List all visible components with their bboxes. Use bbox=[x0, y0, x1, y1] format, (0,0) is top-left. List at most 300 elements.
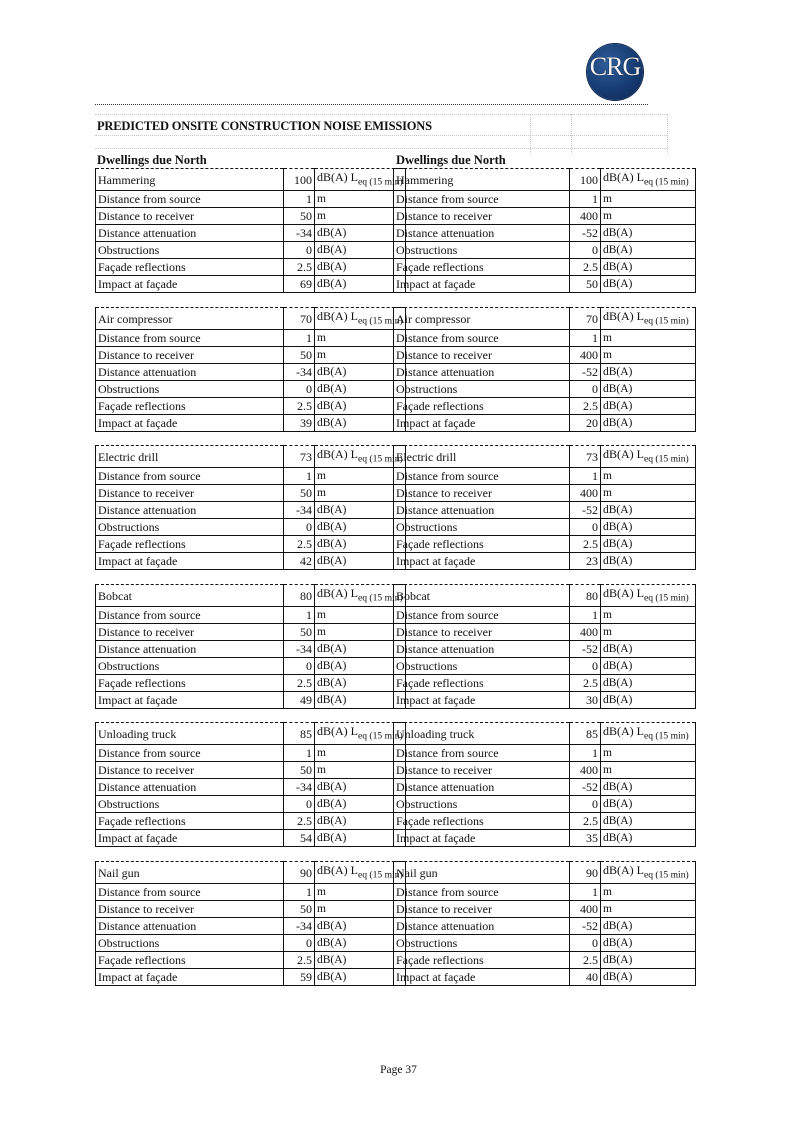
noise-table-right bbox=[393, 861, 696, 986]
distance-from-source-value: 1 bbox=[570, 330, 601, 347]
source-level-value: 73 bbox=[284, 446, 315, 468]
row-label: Façade reflections bbox=[96, 398, 284, 415]
table-row bbox=[96, 308, 406, 330]
leq-subscript: eq (15 min) bbox=[644, 869, 689, 881]
obstructions-value: 0 bbox=[284, 796, 315, 813]
distance-attenuation-value: -34 bbox=[284, 918, 315, 935]
unit-cell: m bbox=[315, 330, 406, 347]
row-label: Distance from source bbox=[96, 468, 284, 485]
row-label: Distance to receiver bbox=[96, 624, 284, 641]
table-row bbox=[394, 862, 696, 884]
unit-cell: m bbox=[315, 468, 406, 485]
leq-unit-text: dB(A) L bbox=[317, 170, 358, 184]
unit-cell: dB(A) bbox=[601, 918, 696, 935]
unit-cell: dB(A) bbox=[601, 364, 696, 381]
table-row bbox=[96, 935, 406, 952]
table-row bbox=[394, 901, 696, 918]
row-label: Distance to receiver bbox=[394, 208, 570, 225]
leq-unit bbox=[601, 723, 696, 745]
unit-cell: dB(A) bbox=[601, 398, 696, 415]
row-label: Façade reflections bbox=[96, 536, 284, 553]
table-row bbox=[394, 308, 696, 330]
unit-cell: dB(A) bbox=[601, 276, 696, 293]
unit-cell: dB(A) bbox=[601, 259, 696, 276]
row-label: Impact at façade bbox=[96, 553, 284, 570]
impact-at-facade-value: 50 bbox=[570, 276, 601, 293]
table-row bbox=[394, 259, 696, 276]
leq-subscript: eq (15 min) bbox=[358, 730, 403, 742]
row-label: Impact at façade bbox=[96, 830, 284, 847]
unit-cell: dB(A) bbox=[315, 796, 406, 813]
table-row bbox=[394, 607, 696, 624]
table-row bbox=[96, 330, 406, 347]
impact-at-facade-value: 49 bbox=[284, 692, 315, 709]
unit-cell: m bbox=[315, 745, 406, 762]
row-label: Distance from source bbox=[96, 607, 284, 624]
table-row bbox=[394, 536, 696, 553]
impact-at-facade-value: 40 bbox=[570, 969, 601, 986]
noise-source-name: Nail gun bbox=[96, 862, 284, 884]
table-row bbox=[96, 381, 406, 398]
unit-cell: dB(A) bbox=[315, 398, 406, 415]
noise-source-name: Air compressor bbox=[394, 308, 570, 330]
leq-unit bbox=[601, 446, 696, 468]
leq-unit-text: dB(A) L bbox=[317, 586, 358, 600]
table-row bbox=[394, 952, 696, 969]
table-row bbox=[394, 658, 696, 675]
table-row bbox=[96, 347, 406, 364]
noise-source-name: Unloading truck bbox=[394, 723, 570, 745]
unit-cell: m bbox=[601, 745, 696, 762]
leq-subscript: eq (15 min) bbox=[644, 453, 689, 465]
table-row bbox=[96, 415, 406, 432]
grid-vline bbox=[667, 114, 668, 154]
table-row bbox=[96, 624, 406, 641]
leq-unit bbox=[315, 723, 406, 745]
row-label: Distance attenuation bbox=[96, 779, 284, 796]
table-row bbox=[96, 191, 406, 208]
unit-cell: m bbox=[601, 330, 696, 347]
leq-unit bbox=[315, 169, 406, 191]
unit-cell: dB(A) bbox=[601, 779, 696, 796]
leq-subscript: eq (15 min) bbox=[644, 730, 689, 742]
unit-cell: dB(A) bbox=[315, 381, 406, 398]
obstructions-value: 0 bbox=[284, 658, 315, 675]
unit-cell: dB(A) bbox=[601, 658, 696, 675]
table-row bbox=[394, 884, 696, 901]
row-label: Façade reflections bbox=[96, 675, 284, 692]
table-row bbox=[394, 191, 696, 208]
unit-cell: dB(A) bbox=[315, 952, 406, 969]
unit-cell: dB(A) bbox=[315, 813, 406, 830]
row-label: Distance from source bbox=[394, 191, 570, 208]
unit-cell: m bbox=[601, 485, 696, 502]
row-label: Obstructions bbox=[394, 935, 570, 952]
source-level-value: 85 bbox=[570, 723, 601, 745]
unit-cell: m bbox=[315, 884, 406, 901]
grid-line bbox=[95, 135, 667, 136]
unit-cell: m bbox=[315, 762, 406, 779]
unit-cell: m bbox=[315, 901, 406, 918]
unit-cell: dB(A) bbox=[601, 935, 696, 952]
unit-cell: m bbox=[601, 468, 696, 485]
table-row bbox=[394, 208, 696, 225]
unit-cell: dB(A) bbox=[315, 692, 406, 709]
unit-cell: m bbox=[601, 191, 696, 208]
leq-subscript: eq (15 min) bbox=[358, 453, 403, 465]
row-label: Obstructions bbox=[96, 796, 284, 813]
obstructions-value: 0 bbox=[284, 935, 315, 952]
distance-attenuation-value: -34 bbox=[284, 779, 315, 796]
unit-cell: m bbox=[601, 901, 696, 918]
unit-cell: dB(A) bbox=[601, 796, 696, 813]
table-row bbox=[394, 468, 696, 485]
table-row bbox=[96, 169, 406, 191]
unit-cell: dB(A) bbox=[601, 242, 696, 259]
leq-unit-text: dB(A) L bbox=[317, 447, 358, 461]
table-row bbox=[394, 446, 696, 468]
leq-subscript: eq (15 min) bbox=[644, 176, 689, 188]
noise-source-name: Air compressor bbox=[96, 308, 284, 330]
distance-to-receiver-value: 50 bbox=[284, 762, 315, 779]
unit-cell: dB(A) bbox=[601, 225, 696, 242]
unit-cell: m bbox=[601, 607, 696, 624]
table-row bbox=[394, 675, 696, 692]
unit-cell: dB(A) bbox=[315, 641, 406, 658]
table-row bbox=[96, 225, 406, 242]
logo-text: CRG bbox=[589, 52, 641, 81]
unit-cell: dB(A) bbox=[601, 415, 696, 432]
row-label: Façade reflections bbox=[96, 952, 284, 969]
table-row bbox=[394, 276, 696, 293]
row-label: Distance attenuation bbox=[96, 502, 284, 519]
table-row bbox=[96, 779, 406, 796]
row-label: Impact at façade bbox=[394, 692, 570, 709]
unit-cell: m bbox=[315, 607, 406, 624]
unit-cell: dB(A) bbox=[315, 658, 406, 675]
distance-attenuation-value: -34 bbox=[284, 364, 315, 381]
table-row bbox=[394, 918, 696, 935]
table-row bbox=[394, 692, 696, 709]
row-label: Façade reflections bbox=[394, 675, 570, 692]
leq-unit-text: dB(A) L bbox=[603, 170, 644, 184]
unit-cell: m bbox=[315, 208, 406, 225]
obstructions-value: 0 bbox=[570, 658, 601, 675]
row-label: Impact at façade bbox=[394, 969, 570, 986]
facade-reflections-value: 2.5 bbox=[284, 952, 315, 969]
leq-subscript: eq (15 min) bbox=[358, 176, 403, 188]
noise-table-right bbox=[393, 307, 696, 432]
unit-cell: dB(A) bbox=[315, 779, 406, 796]
noise-source-name: Electric drill bbox=[394, 446, 570, 468]
source-level-value: 100 bbox=[284, 169, 315, 191]
unit-cell: dB(A) bbox=[601, 675, 696, 692]
unit-cell: dB(A) bbox=[315, 242, 406, 259]
unit-cell: dB(A) bbox=[315, 675, 406, 692]
table-row bbox=[394, 830, 696, 847]
noise-table-left bbox=[95, 584, 406, 709]
row-label: Distance attenuation bbox=[96, 641, 284, 658]
table-row bbox=[394, 935, 696, 952]
distance-to-receiver-value: 50 bbox=[284, 901, 315, 918]
distance-attenuation-value: -52 bbox=[570, 225, 601, 242]
table-row bbox=[96, 585, 406, 607]
table-row bbox=[96, 796, 406, 813]
table-row bbox=[394, 641, 696, 658]
row-label: Distance from source bbox=[96, 191, 284, 208]
unit-cell: dB(A) bbox=[601, 969, 696, 986]
row-label: Impact at façade bbox=[394, 415, 570, 432]
unit-cell: dB(A) bbox=[601, 519, 696, 536]
leq-unit bbox=[315, 862, 406, 884]
row-label: Distance to receiver bbox=[394, 485, 570, 502]
row-label: Façade reflections bbox=[394, 536, 570, 553]
noise-table-left bbox=[95, 168, 406, 293]
unit-cell: dB(A) bbox=[315, 519, 406, 536]
facade-reflections-value: 2.5 bbox=[284, 675, 315, 692]
obstructions-value: 0 bbox=[570, 796, 601, 813]
obstructions-value: 0 bbox=[284, 519, 315, 536]
table-row bbox=[394, 330, 696, 347]
distance-from-source-value: 1 bbox=[570, 468, 601, 485]
table-row bbox=[96, 745, 406, 762]
header-rule bbox=[95, 104, 648, 105]
impact-at-facade-value: 23 bbox=[570, 553, 601, 570]
leq-unit-text: dB(A) L bbox=[317, 863, 358, 877]
impact-at-facade-value: 59 bbox=[284, 969, 315, 986]
distance-to-receiver-value: 50 bbox=[284, 624, 315, 641]
row-label: Distance from source bbox=[394, 745, 570, 762]
row-label: Distance attenuation bbox=[96, 918, 284, 935]
leq-unit bbox=[601, 169, 696, 191]
row-label: Distance attenuation bbox=[394, 225, 570, 242]
table-row bbox=[394, 225, 696, 242]
leq-unit bbox=[315, 585, 406, 607]
table-row bbox=[394, 762, 696, 779]
column-heading-right: Dwellings due North bbox=[396, 153, 506, 167]
distance-to-receiver-value: 50 bbox=[284, 208, 315, 225]
row-label: Impact at façade bbox=[96, 692, 284, 709]
column-heading-left: Dwellings due North bbox=[97, 153, 207, 167]
row-label: Impact at façade bbox=[96, 415, 284, 432]
distance-to-receiver-value: 400 bbox=[570, 901, 601, 918]
table-row bbox=[394, 723, 696, 745]
table-row bbox=[96, 364, 406, 381]
unit-cell: m bbox=[601, 624, 696, 641]
facade-reflections-value: 2.5 bbox=[570, 259, 601, 276]
unit-cell: dB(A) bbox=[601, 830, 696, 847]
distance-from-source-value: 1 bbox=[570, 607, 601, 624]
source-level-value: 100 bbox=[570, 169, 601, 191]
facade-reflections-value: 2.5 bbox=[284, 813, 315, 830]
table-row bbox=[394, 813, 696, 830]
table-row bbox=[96, 723, 406, 745]
unit-cell: m bbox=[315, 191, 406, 208]
table-row bbox=[96, 607, 406, 624]
distance-to-receiver-value: 400 bbox=[570, 485, 601, 502]
leq-unit-text: dB(A) L bbox=[603, 309, 644, 323]
row-label: Impact at façade bbox=[96, 276, 284, 293]
noise-table-right bbox=[393, 584, 696, 709]
table-row bbox=[96, 830, 406, 847]
unit-cell: dB(A) bbox=[601, 692, 696, 709]
row-label: Obstructions bbox=[394, 381, 570, 398]
unit-cell: dB(A) bbox=[315, 969, 406, 986]
row-label: Impact at façade bbox=[96, 969, 284, 986]
table-row bbox=[394, 398, 696, 415]
table-row bbox=[96, 468, 406, 485]
table-row bbox=[96, 884, 406, 901]
noise-table-right bbox=[393, 445, 696, 570]
unit-cell: dB(A) bbox=[315, 830, 406, 847]
row-label: Obstructions bbox=[96, 242, 284, 259]
row-label: Façade reflections bbox=[96, 259, 284, 276]
facade-reflections-value: 2.5 bbox=[284, 259, 315, 276]
row-label: Impact at façade bbox=[394, 553, 570, 570]
row-label: Distance to receiver bbox=[96, 347, 284, 364]
table-row bbox=[394, 347, 696, 364]
obstructions-value: 0 bbox=[570, 519, 601, 536]
table-row bbox=[96, 675, 406, 692]
table-row bbox=[96, 208, 406, 225]
leq-subscript: eq (15 min) bbox=[358, 869, 403, 881]
facade-reflections-value: 2.5 bbox=[284, 398, 315, 415]
table-row bbox=[96, 276, 406, 293]
leq-unit bbox=[601, 862, 696, 884]
impact-at-facade-value: 30 bbox=[570, 692, 601, 709]
unit-cell: m bbox=[315, 485, 406, 502]
distance-to-receiver-value: 50 bbox=[284, 485, 315, 502]
unit-cell: m bbox=[315, 347, 406, 364]
distance-to-receiver-value: 400 bbox=[570, 347, 601, 364]
row-label: Impact at façade bbox=[394, 276, 570, 293]
unit-cell: dB(A) bbox=[315, 502, 406, 519]
table-row bbox=[394, 779, 696, 796]
grid-vline bbox=[530, 114, 531, 154]
table-row bbox=[96, 242, 406, 259]
row-label: Distance from source bbox=[394, 468, 570, 485]
noise-table-right bbox=[393, 168, 696, 293]
table-row bbox=[394, 585, 696, 607]
distance-attenuation-value: -52 bbox=[570, 502, 601, 519]
facade-reflections-value: 2.5 bbox=[570, 675, 601, 692]
unit-cell: dB(A) bbox=[315, 225, 406, 242]
table-row bbox=[394, 553, 696, 570]
source-level-value: 70 bbox=[284, 308, 315, 330]
row-label: Distance to receiver bbox=[394, 347, 570, 364]
obstructions-value: 0 bbox=[284, 242, 315, 259]
leq-unit-text: dB(A) L bbox=[603, 586, 644, 600]
leq-subscript: eq (15 min) bbox=[644, 592, 689, 604]
grid-line bbox=[95, 148, 667, 149]
distance-to-receiver-value: 400 bbox=[570, 762, 601, 779]
distance-to-receiver-value: 400 bbox=[570, 208, 601, 225]
distance-from-source-value: 1 bbox=[284, 884, 315, 901]
unit-cell: m bbox=[601, 762, 696, 779]
distance-to-receiver-value: 400 bbox=[570, 624, 601, 641]
distance-from-source-value: 1 bbox=[284, 745, 315, 762]
unit-cell: m bbox=[315, 624, 406, 641]
unit-cell: dB(A) bbox=[601, 381, 696, 398]
row-label: Façade reflections bbox=[394, 952, 570, 969]
unit-cell: dB(A) bbox=[315, 935, 406, 952]
distance-attenuation-value: -34 bbox=[284, 225, 315, 242]
distance-from-source-value: 1 bbox=[284, 330, 315, 347]
distance-attenuation-value: -34 bbox=[284, 502, 315, 519]
unit-cell: dB(A) bbox=[315, 259, 406, 276]
obstructions-value: 0 bbox=[570, 381, 601, 398]
unit-cell: m bbox=[601, 884, 696, 901]
table-row bbox=[96, 502, 406, 519]
leq-unit bbox=[601, 585, 696, 607]
noise-table-left bbox=[95, 861, 406, 986]
source-level-value: 70 bbox=[570, 308, 601, 330]
table-row bbox=[96, 446, 406, 468]
facade-reflections-value: 2.5 bbox=[570, 536, 601, 553]
leq-subscript: eq (15 min) bbox=[644, 315, 689, 327]
leq-unit-text: dB(A) L bbox=[603, 447, 644, 461]
page-number: Page 37 bbox=[380, 1064, 417, 1076]
row-label: Impact at façade bbox=[394, 830, 570, 847]
row-label: Obstructions bbox=[96, 519, 284, 536]
table-row bbox=[96, 658, 406, 675]
table-row bbox=[96, 641, 406, 658]
table-row bbox=[96, 969, 406, 986]
leq-unit-text: dB(A) L bbox=[603, 863, 644, 877]
distance-from-source-value: 1 bbox=[570, 745, 601, 762]
leq-unit-text: dB(A) L bbox=[603, 724, 644, 738]
leq-subscript: eq (15 min) bbox=[358, 592, 403, 604]
table-row bbox=[394, 242, 696, 259]
table-row bbox=[394, 624, 696, 641]
facade-reflections-value: 2.5 bbox=[570, 398, 601, 415]
source-level-value: 73 bbox=[570, 446, 601, 468]
table-row bbox=[394, 745, 696, 762]
leq-unit bbox=[601, 308, 696, 330]
distance-from-source-value: 1 bbox=[284, 468, 315, 485]
table-row bbox=[394, 796, 696, 813]
table-row bbox=[96, 536, 406, 553]
unit-cell: dB(A) bbox=[601, 641, 696, 658]
distance-from-source-value: 1 bbox=[570, 191, 601, 208]
row-label: Distance from source bbox=[394, 884, 570, 901]
distance-to-receiver-value: 50 bbox=[284, 347, 315, 364]
row-label: Obstructions bbox=[96, 381, 284, 398]
noise-source-name: Electric drill bbox=[96, 446, 284, 468]
source-level-value: 85 bbox=[284, 723, 315, 745]
impact-at-facade-value: 35 bbox=[570, 830, 601, 847]
row-label: Façade reflections bbox=[96, 813, 284, 830]
table-row bbox=[96, 553, 406, 570]
distance-attenuation-value: -52 bbox=[570, 779, 601, 796]
facade-reflections-value: 2.5 bbox=[570, 813, 601, 830]
row-label: Obstructions bbox=[96, 935, 284, 952]
unit-cell: dB(A) bbox=[315, 415, 406, 432]
noise-table-left bbox=[95, 307, 406, 432]
unit-cell: dB(A) bbox=[315, 276, 406, 293]
row-label: Distance from source bbox=[96, 884, 284, 901]
unit-cell: dB(A) bbox=[315, 536, 406, 553]
row-label: Distance attenuation bbox=[96, 225, 284, 242]
table-row bbox=[394, 969, 696, 986]
unit-cell: m bbox=[601, 208, 696, 225]
row-label: Distance to receiver bbox=[394, 624, 570, 641]
row-label: Obstructions bbox=[394, 658, 570, 675]
row-label: Obstructions bbox=[394, 519, 570, 536]
row-label: Façade reflections bbox=[394, 813, 570, 830]
row-label: Distance attenuation bbox=[394, 364, 570, 381]
unit-cell: dB(A) bbox=[601, 952, 696, 969]
